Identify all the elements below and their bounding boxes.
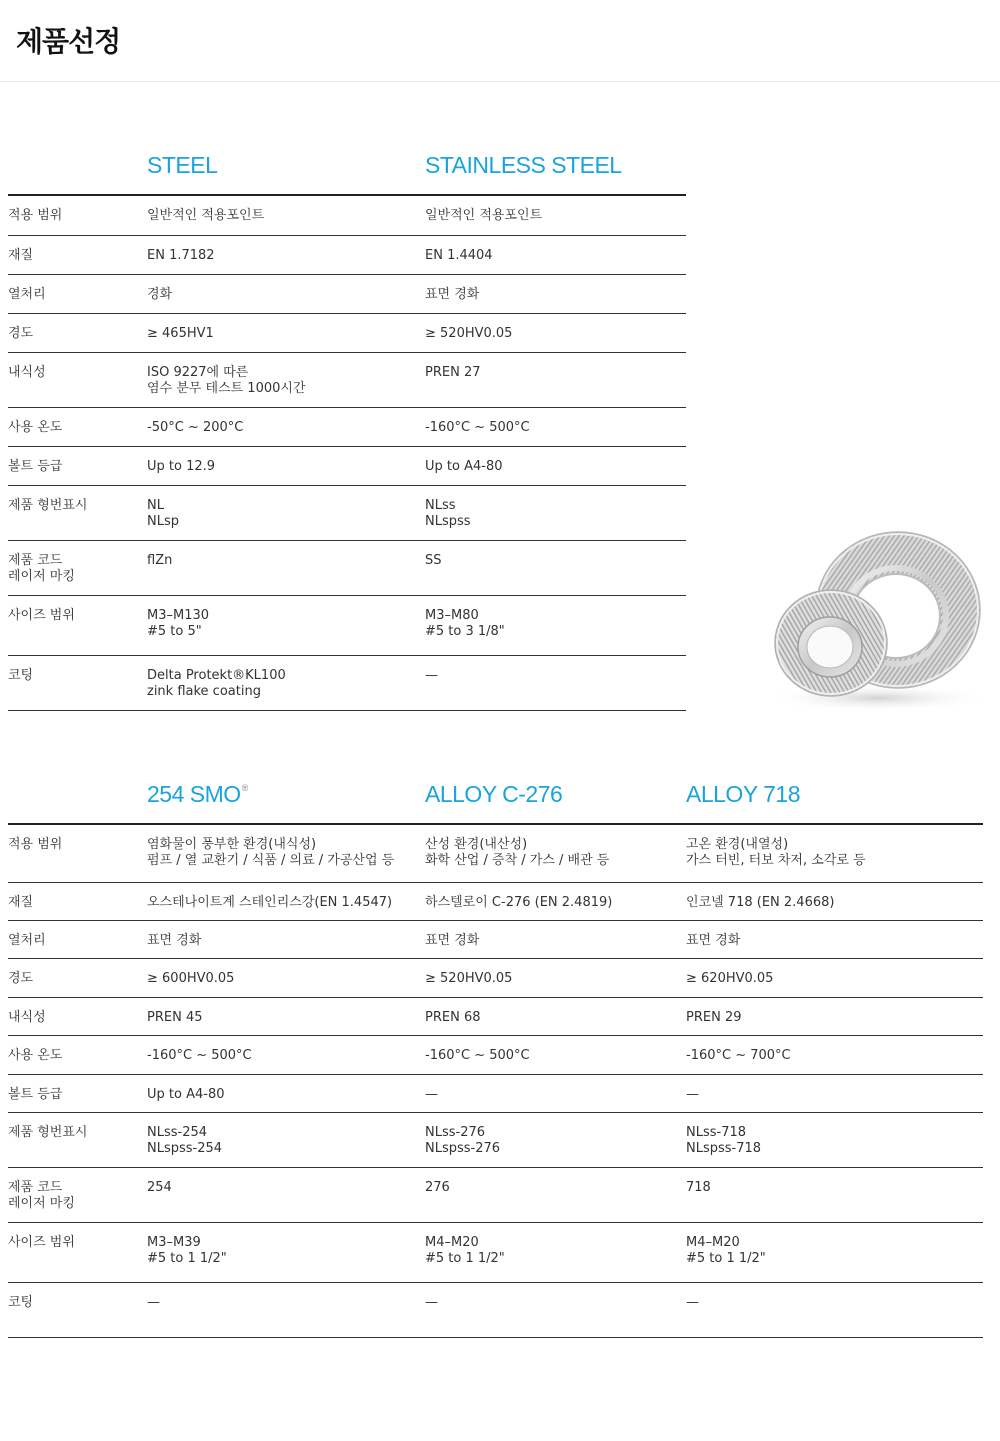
- table-cell-text: EN 1.4404: [425, 247, 493, 263]
- table-cell: [147, 1282, 425, 1337]
- table-cell-text: 산성 환경(내산성) 화학 산업 / 증착 / 가스 / 배관 등: [425, 837, 610, 868]
- table-cell-text: M3–M39 #5 to 1 1/2": [147, 1234, 227, 1266]
- table-cell-text: EN 1.7182: [147, 247, 215, 263]
- table-cell: [425, 352, 686, 407]
- table-cell-text: —: [425, 1294, 438, 1310]
- table-cell-text: Delta Protekt®KL100 zink flake coating: [147, 667, 286, 699]
- table-cell: [686, 997, 983, 1035]
- row-label: [8, 352, 147, 407]
- table-cell: [686, 825, 983, 882]
- table-cell-text: 인코넬 718 (EN 2.4668): [686, 894, 835, 910]
- spec-table: [8, 196, 686, 711]
- table-cell: [425, 1074, 686, 1112]
- table-cell: [425, 407, 686, 446]
- table-cell: [425, 920, 686, 958]
- table-cell: [425, 655, 686, 710]
- table-cell: [425, 825, 686, 882]
- table-row: [8, 1112, 983, 1167]
- row-label: [8, 1035, 147, 1074]
- table-row: [8, 196, 686, 235]
- table-row: [8, 1074, 983, 1112]
- table-cell-text: ISO 9227에 따른 염수 분무 테스트 1000시간: [147, 364, 306, 396]
- table-cell-text: 하스텔로이 C-276 (EN 2.4819): [425, 894, 613, 910]
- row-label-text: 사용 온도: [8, 419, 63, 435]
- table-cell-text: 경화: [147, 286, 173, 302]
- table-row: [8, 446, 686, 485]
- table-cell-text: ≥ 465HV1: [147, 325, 214, 341]
- table-cell-text: ≥ 520HV0.05: [425, 970, 513, 986]
- table-cell-text: Up to A4-80: [147, 1086, 225, 1102]
- table-cell-text: 254: [147, 1179, 172, 1195]
- row-label-text: 볼트 등급: [8, 458, 63, 474]
- spec-table: [8, 825, 983, 1338]
- registered-mark: ®: [241, 783, 248, 793]
- row-label: [8, 882, 147, 920]
- table-cell-text: -160°C ~ 700°C: [686, 1047, 791, 1063]
- row-label-text: 사이즈 범위: [8, 607, 75, 623]
- table-cell-text: 오스테나이트계 스테인리스강(EN 1.4547): [147, 894, 393, 910]
- table-cell-text: PREN 45: [147, 1009, 203, 1025]
- row-label-text: 사이즈 범위: [8, 1234, 75, 1250]
- table-cell: [147, 407, 425, 446]
- table-cell: [147, 274, 425, 313]
- table-cell-text: 일반적인 적용포인트: [147, 208, 265, 223]
- row-label: [8, 540, 147, 595]
- table-cell: [425, 958, 686, 997]
- row-label: [8, 655, 147, 710]
- column-header-alloy-718: ALLOY 718: [686, 781, 801, 807]
- row-label: [8, 313, 147, 352]
- table-cell: [425, 595, 686, 655]
- table-cell-text: NLss-718 NLspss-718: [686, 1124, 762, 1156]
- table-cell-text: NLss-276 NLspss-276: [425, 1124, 501, 1156]
- table-cell: [147, 882, 425, 920]
- row-label-text: 제품 코드 레이저 마킹: [8, 1179, 75, 1211]
- table-row: [8, 313, 686, 352]
- row-label: [8, 196, 147, 235]
- table-cell-text: —: [425, 1086, 438, 1102]
- table-cell-text: 고온 환경(내열성) 가스 터빈, 터보 차저, 소각로 등: [686, 837, 866, 868]
- row-label-text: 재질: [8, 894, 34, 910]
- table-row: [8, 825, 983, 882]
- table-cell: [147, 313, 425, 352]
- table-cell-text: NLss-254 NLspss-254: [147, 1124, 223, 1156]
- table-cell-text: ≥ 600HV0.05: [147, 970, 235, 986]
- table-cell: [147, 1222, 425, 1282]
- column-header-254-smo: [147, 781, 248, 808]
- table-cell: [686, 1035, 983, 1074]
- row-label-text: 열처리: [8, 932, 46, 948]
- table-cell-text: 염화물이 풍부한 환경(내식성) 펌프 / 열 교환기 / 식품 / 의료 / 가공산업 등: [147, 837, 395, 868]
- table-cell: [147, 1112, 425, 1167]
- row-label-text: 볼트 등급: [8, 1086, 63, 1102]
- table-cell: [147, 997, 425, 1035]
- row-label: [8, 1112, 147, 1167]
- row-label-text: 제품 형번표시: [8, 1124, 88, 1140]
- row-label-text: 적용 범위: [8, 837, 63, 852]
- row-label: [8, 595, 147, 655]
- table-cell-text: PREN 27: [425, 364, 481, 380]
- table-cell: [147, 235, 425, 274]
- table-cell-text: -160°C ~ 500°C: [147, 1047, 252, 1063]
- table-row: [8, 540, 686, 595]
- row-label-text: 경도: [8, 970, 34, 986]
- row-label-text: 내식성: [8, 1009, 46, 1025]
- table-cell-text: —: [147, 1294, 160, 1310]
- table-cell: [147, 825, 425, 882]
- table-cell: [425, 235, 686, 274]
- table-cell-text: -160°C ~ 500°C: [425, 1047, 530, 1063]
- table-cell: [147, 1074, 425, 1112]
- column-header-steel: STEEL: [147, 152, 218, 178]
- column-header-254-smo-text: 254 SMO: [147, 781, 241, 807]
- table-cell-text: flZn: [147, 552, 173, 568]
- row-label-text: 제품 형번표시: [8, 497, 88, 513]
- table-cell-text: 718: [686, 1179, 711, 1195]
- row-label: [8, 1282, 147, 1337]
- row-label: [8, 1167, 147, 1222]
- table-cell-text: M4–M20 #5 to 1 1/2": [686, 1234, 766, 1266]
- table-cell-text: -160°C ~ 500°C: [425, 419, 530, 435]
- table-row: [8, 485, 686, 540]
- row-label: [8, 446, 147, 485]
- table-cell: [686, 1167, 983, 1222]
- table-cell: [425, 1167, 686, 1222]
- table-cell-text: 표면 경화: [686, 932, 741, 948]
- table-row: [8, 235, 686, 274]
- table-row: [8, 997, 983, 1035]
- table-cell-text: Up to 12.9: [147, 458, 216, 474]
- table-cell-text: 일반적인 적용포인트: [425, 208, 543, 223]
- table-cell: [425, 274, 686, 313]
- table-row: [8, 1167, 983, 1222]
- row-label: [8, 825, 147, 882]
- table-cell-text: M3–M80 #5 to 3 1/8": [425, 607, 505, 639]
- table-cell: [147, 446, 425, 485]
- row-label: [8, 958, 147, 997]
- table-cell-text: 표면 경화: [425, 932, 480, 948]
- table-cell-text: M4–M20 #5 to 1 1/2": [425, 1234, 505, 1266]
- row-label-text: 경도: [8, 325, 34, 341]
- table-cell-text: PREN 29: [686, 1009, 742, 1025]
- table-cell: [686, 1282, 983, 1337]
- table-cell-text: —: [686, 1086, 699, 1102]
- row-label-text: 내식성: [8, 364, 46, 380]
- table-cell: [147, 352, 425, 407]
- table-row: [8, 1222, 983, 1282]
- table-cell: [425, 446, 686, 485]
- table-cell: [147, 920, 425, 958]
- row-label: [8, 407, 147, 446]
- table-cell: [686, 1222, 983, 1282]
- table-cell-text: PREN 68: [425, 1009, 481, 1025]
- table-row: [8, 1035, 983, 1074]
- table-cell: [147, 655, 425, 710]
- table-cell: [147, 485, 425, 540]
- row-label: [8, 920, 147, 958]
- table-cell: [425, 882, 686, 920]
- row-label: [8, 274, 147, 313]
- row-label: [8, 485, 147, 540]
- table-cell-text: ≥ 620HV0.05: [686, 970, 774, 986]
- table-cell-text: NLss NLspss: [425, 497, 471, 529]
- row-label-text: 사용 온도: [8, 1047, 63, 1063]
- table-cell: [425, 196, 686, 235]
- table-cell: [686, 1112, 983, 1167]
- table-row: [8, 882, 983, 920]
- row-label-text: 재질: [8, 247, 34, 263]
- row-label: [8, 997, 147, 1035]
- column-header-alloy-c276: ALLOY C-276: [425, 781, 563, 807]
- row-label-text: 적용 범위: [8, 208, 63, 223]
- table-cell: [147, 196, 425, 235]
- table-cell: [425, 1112, 686, 1167]
- row-label: [8, 235, 147, 274]
- table-cell: [425, 485, 686, 540]
- table-row: [8, 920, 983, 958]
- table-cell-text: SS: [425, 552, 442, 568]
- table-cell-text: 표면 경화: [147, 932, 202, 948]
- table-row: [8, 595, 686, 655]
- table-cell: [147, 595, 425, 655]
- page-title: 제품선정: [16, 25, 121, 58]
- page-header: [0, 0, 1000, 82]
- washer-pair-image: [758, 520, 994, 720]
- row-label-text: 코팅: [8, 1294, 34, 1310]
- table-cell: [686, 882, 983, 920]
- table-cell: [147, 1167, 425, 1222]
- table-cell-text: 표면 경화: [425, 286, 480, 302]
- table-cell-text: NL NLsp: [147, 497, 179, 529]
- table-cell-text: M3–M130 #5 to 5": [147, 607, 210, 639]
- table-cell: [147, 958, 425, 997]
- table-row: [8, 274, 686, 313]
- row-label: [8, 1222, 147, 1282]
- table-cell-text: -50°C ~ 200°C: [147, 419, 244, 435]
- table-cell: [425, 997, 686, 1035]
- table-row: [8, 958, 983, 997]
- table-cell-text: —: [425, 667, 438, 683]
- table-cell-text: ≥ 520HV0.05: [425, 325, 513, 341]
- table-cell-text: —: [686, 1294, 699, 1310]
- table-cell: [147, 1035, 425, 1074]
- table-cell: [147, 540, 425, 595]
- table-cell: [686, 1074, 983, 1112]
- table-cell: [686, 920, 983, 958]
- row-label-text: 제품 코드 레이저 마킹: [8, 552, 75, 584]
- table-row: [8, 352, 686, 407]
- table-row: [8, 407, 686, 446]
- table-cell: [425, 1222, 686, 1282]
- table-cell: [425, 1282, 686, 1337]
- table-cell: [425, 540, 686, 595]
- table-row: [8, 655, 686, 710]
- table-cell: [425, 1035, 686, 1074]
- column-header-stainless-steel: STAINLESS STEEL: [425, 152, 622, 178]
- table-cell: [686, 958, 983, 997]
- row-label: [8, 1074, 147, 1112]
- row-label-text: 열처리: [8, 286, 46, 302]
- row-label-text: 코팅: [8, 667, 34, 683]
- table-cell: [425, 313, 686, 352]
- table-cell-text: 276: [425, 1179, 450, 1195]
- table-row: [8, 1282, 983, 1337]
- table-cell-text: Up to A4-80: [425, 458, 503, 474]
